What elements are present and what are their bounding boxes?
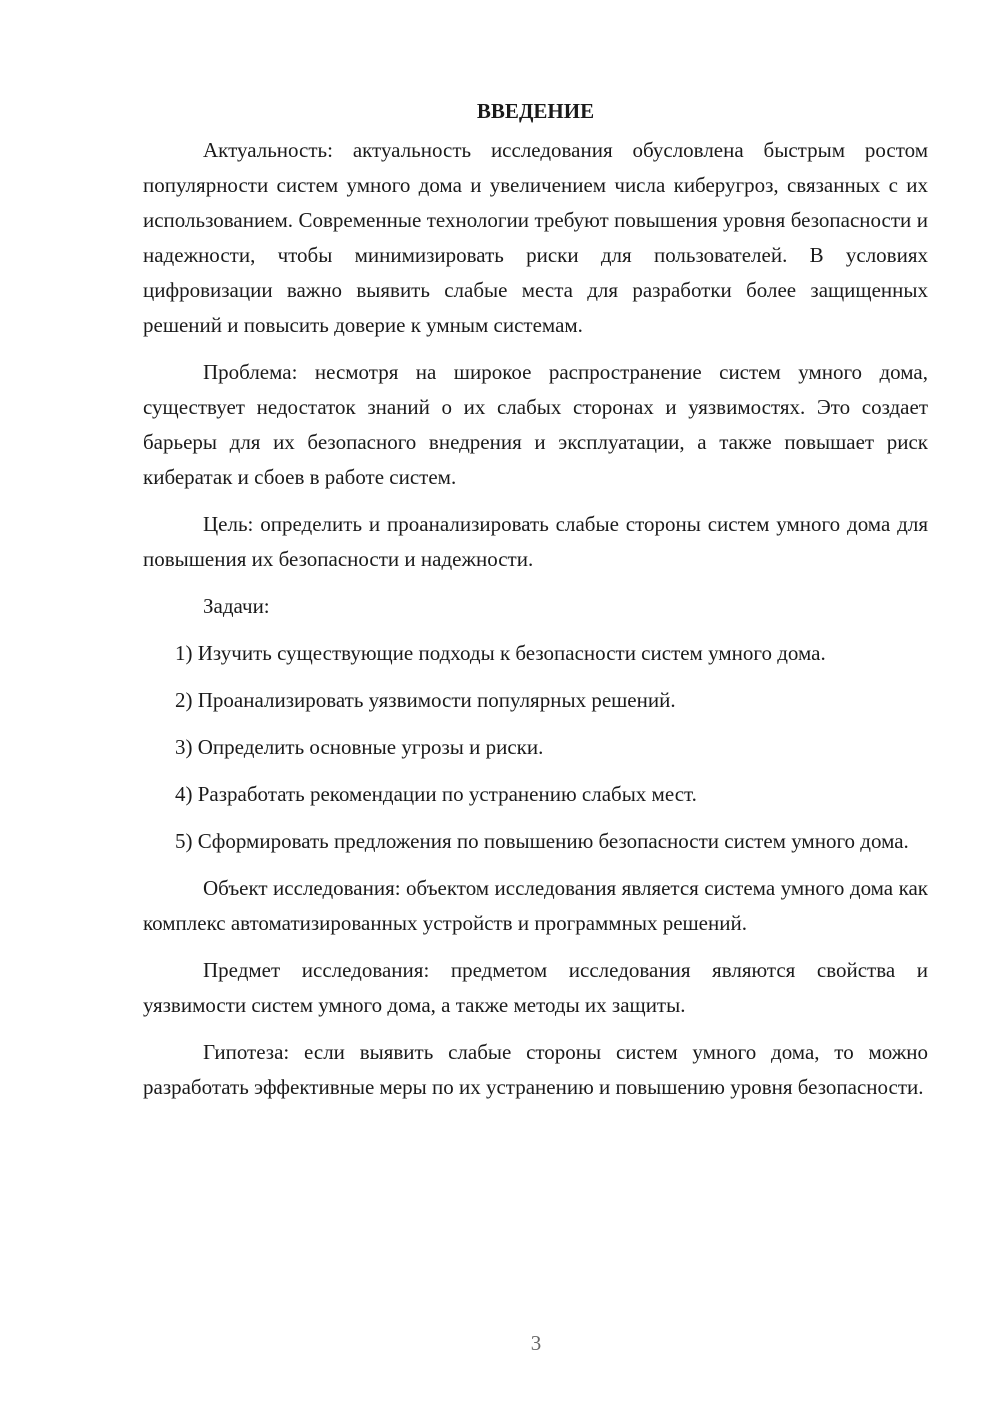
task-item-1: 1) Изучить существующие подходы к безопасности систем умного дома. bbox=[175, 641, 826, 665]
paragraph-object: Объект исследования: объектом исследования является система умного дома как комплекс автоматизированных устройств и программных решений. bbox=[143, 876, 928, 935]
page-title: ВВЕДЕНИЕ bbox=[476, 99, 595, 123]
paragraph-subject: Предмет исследования: предметом исследования являются свойства и уязвимости систем умного дома, а также методы их защиты. bbox=[143, 958, 928, 1017]
page-number: 3 bbox=[530, 1331, 542, 1355]
paragraph-relevance: Актуальность: актуальность исследования обусловлена быстрым ростом популярности систем умного дома и увеличением числа киберугроз, связанных с их использованием. Современные технологии требуют повышения уровня безопасности и надежности, чтобы минимизировать риски для пользователей. В условиях цифровизации важно выявить слабые места для разработки более защищенных решений и повысить доверие к умным системам. bbox=[143, 138, 928, 337]
task-item-3: 3) Определить основные угрозы и риски. bbox=[175, 735, 544, 759]
task-item-5: 5) Сформировать предложения по повышению безопасности систем умного дома. bbox=[175, 829, 909, 853]
paragraph-problem: Проблема: несмотря на широкое распространение систем умного дома, существует недостаток знаний о их слабых сторонах и уязвимостях. Это создает барьеры для их безопасного внедрения и эксплуатации, а также повышает риск кибератак и сбоев в работе систем. bbox=[143, 360, 928, 489]
paragraph-goal: Цель: определить и проанализировать слабые стороны систем умного дома для повышения их безопасности и надежности. bbox=[143, 512, 928, 571]
task-item-2: 2) Проанализировать уязвимости популярных решений. bbox=[175, 688, 676, 712]
paragraph-hypothesis: Гипотеза: если выявить слабые стороны систем умного дома, то можно разработать эффективные меры по их устранению и повышению уровня безопасности. bbox=[143, 1040, 928, 1099]
task-item-4: 4) Разработать рекомендации по устранению слабых мест. bbox=[175, 782, 697, 806]
document-page bbox=[143, 94, 928, 1117]
paragraph-tasks-heading: Задачи: bbox=[203, 594, 270, 618]
